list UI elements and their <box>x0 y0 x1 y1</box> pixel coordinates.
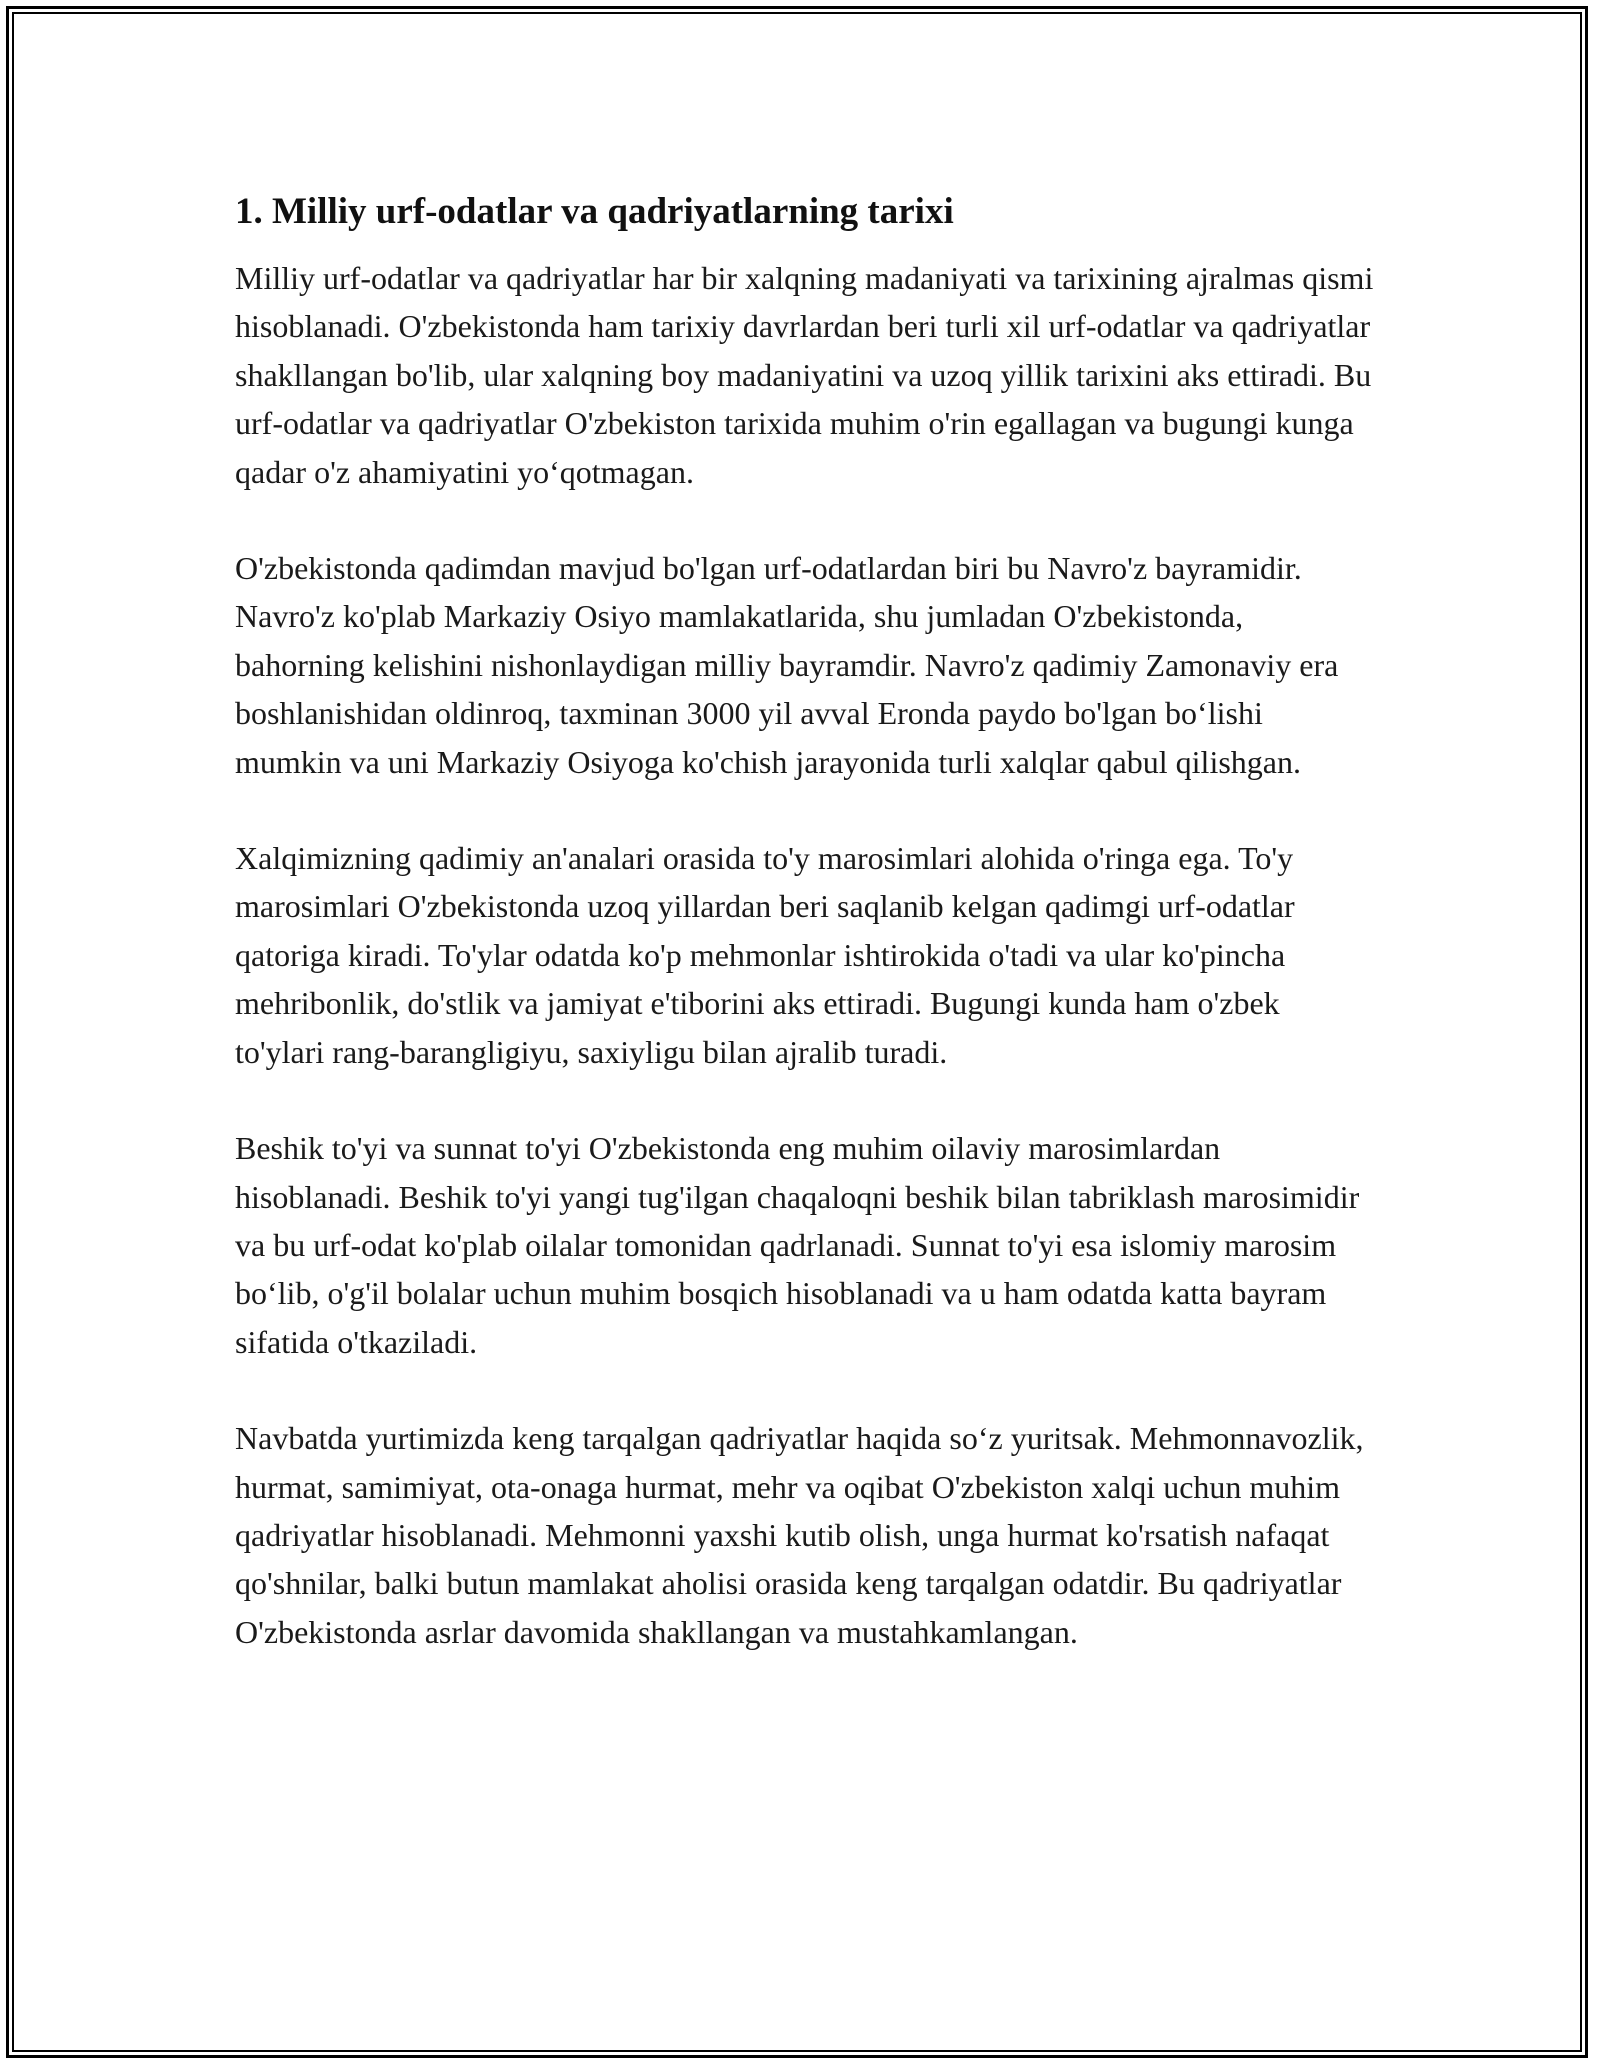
section-heading: 1. Milliy urf-odatlar va qadriyatlarning tarixi <box>235 191 954 232</box>
paragraph-5: Navbatda yurtimizda keng tarqalgan qadriyatlar haqida so‘z yuritsak. Mehmonnavozlik, hurmat, samimiyat, ota-onaga hurmat, mehr va oqibat O'zbekiston xalqi uchun muhim qadriyatlar hisoblanadi. Mehmonni yaxshi kutib olish, unga hurmat ko'rsatish nafaqat qo'shnilar, balki butun mamlakat aholisi orasida keng tarqalgan odatdir. Bu qadriyatlar O'zbekistonda asrlar davomida shakllangan va mustahkamlangan. <box>235 1420 1364 1650</box>
paragraph-1: Milliy urf-odatlar va qadriyatlar har bir xalqning madaniyati va tarixining ajralmas qismi hisoblanadi. O'zbekistonda ham tarixiy davrlardan beri turli xil urf-odatlar va qadriyatlar shakllangan bo'lib, ular xalqning boy madaniyatini va uzoq yillik tarixini aks ettiradi. Bu urf-odatlar va qadriyatlar O'zbekiston tarixida muhim o'rin egallagan va bugungi kunga qadar o'z ahamiyatini yo‘qotmagan. <box>235 260 1374 490</box>
paragraph-4: Beshik to'yi va sunnat to'yi O'zbekistonda eng muhim oilaviy marosimlardan hisoblanadi. Beshik to'yi yangi tug'ilgan chaqaloqni beshik bilan tabriklash marosimidir va bu urf-odat ko'plab oilalar tomonidan qadrlanadi. Sunnat to'yi esa islomiy marosim bo‘lib, o'g'il bolalar uchun muhim bosqich hisoblanadi va u ham odatda katta bayram sifatida o'tkaziladi. <box>235 1130 1360 1360</box>
document-body <box>235 186 1375 1704</box>
paragraph-3: Xalqimizning qadimiy an'analari orasida to'y marosimlari alohida o'ringa ega. To'y marosimlari O'zbekistonda uzoq yillardan beri saqlanib kelgan qadimgi urf-odatlar qatoriga kiradi. To'ylar odatda ko'p mehmonlar ishtirokida o'tadi va ular ko'pincha mehribonlik, do'stlik va jamiyat e'tiborini aks ettiradi. Bugungi kunda ham o'zbek to'ylari rang-barangligiyu, saxiyligu bilan ajralib turadi. <box>235 840 1295 1070</box>
paragraph-2: O'zbekistonda qadimdan mavjud bo'lgan urf-odatlardan biri bu Navro'z bayramidir. Navro'z ko'plab Markaziy Osiyo mamlakatlarida, shu jumladan O'zbekistonda, bahorning kelishini nishonlaydigan milliy bayramdir. Navro'z qadimiy Zamonaviy era boshlanishidan oldinroq, taxminan 3000 yil avval Eronda paydo bo'lgan bo‘lishi mumkin va uni Markaziy Osiyoga ko'chish jarayonida turli xalqlar qabul qilishgan. <box>235 550 1339 780</box>
